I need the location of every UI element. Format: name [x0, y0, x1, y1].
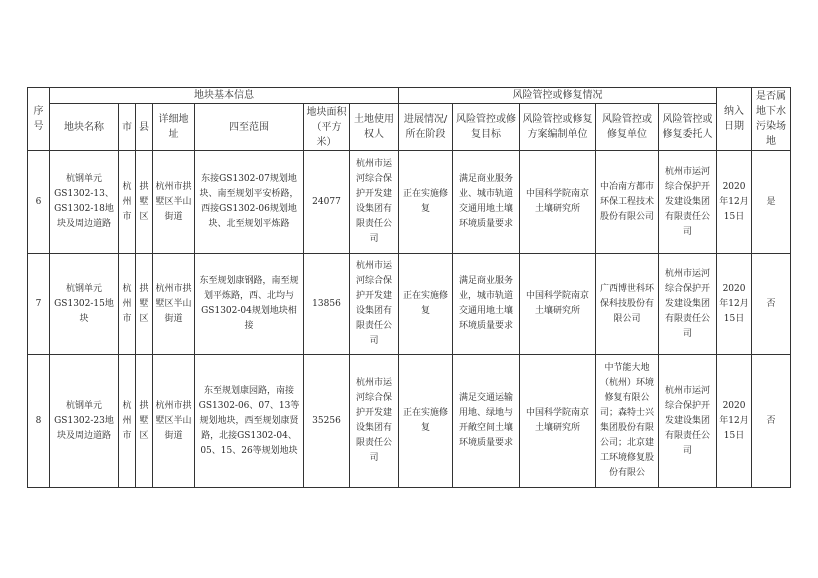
cell-client: 杭州市运河综合保护开发建设集团有限责任公司 — [659, 355, 717, 488]
cell-repair-unit: 广西博世科环保科技股份有限公司 — [596, 254, 659, 355]
table-row — [28, 151, 791, 254]
cell-seq: 7 — [28, 254, 50, 355]
cell-repair-unit: 中冶南方都市环保工程技术股份有限公司 — [596, 151, 659, 254]
cell-owner: 杭州市运河综合保护开发建设集团有限责任公司 — [350, 355, 399, 488]
cell-groundwater: 否 — [752, 254, 791, 355]
header-repair-unit: 风险管控或修复单位 — [596, 104, 659, 151]
contaminated-land-table — [27, 87, 791, 488]
header-city: 市 — [119, 104, 136, 151]
header-date: 纳入日期 — [717, 88, 752, 151]
cell-address: 杭州市拱墅区半山街道 — [153, 254, 195, 355]
header-target: 风险管控或修复目标 — [453, 104, 520, 151]
cell-county: 拱墅区 — [136, 254, 153, 355]
table-row — [28, 254, 791, 355]
cell-seq: 8 — [28, 355, 50, 488]
cell-client: 杭州市运河综合保护开发建设集团有限责任公司 — [659, 151, 717, 254]
header-progress: 进展情况/所在阶段 — [399, 104, 453, 151]
cell-boundary: 东至规划康钢路，南至规划平炼路，西、北均与GS1302-04规划地块相接 — [195, 254, 304, 355]
cell-address: 杭州市拱墅区半山街道 — [153, 151, 195, 254]
header-county: 县 — [136, 104, 153, 151]
cell-address: 杭州市拱墅区半山街道 — [153, 355, 195, 488]
table-row — [28, 355, 791, 488]
cell-city: 杭州市 — [119, 151, 136, 254]
cell-plan-unit: 中国科学院南京土壤研究所 — [520, 254, 596, 355]
cell-progress: 正在实施修复 — [399, 151, 453, 254]
cell-owner: 杭州市运河综合保护开发建设集团有限责任公司 — [350, 254, 399, 355]
cell-groundwater: 是 — [752, 151, 791, 254]
cell-owner: 杭州市运河综合保护开发建设集团有限责任公司 — [350, 151, 399, 254]
cell-city: 杭州市 — [119, 355, 136, 488]
header-groundwater: 是否属地下水污染场地 — [752, 88, 791, 151]
cell-name: 杭钢单元GS1302-15地块 — [50, 254, 119, 355]
cell-county: 拱墅区 — [136, 151, 153, 254]
header-plan-unit: 风险管控或修复方案编制单位 — [520, 104, 596, 151]
cell-name: 杭钢单元GS1302-13、GS1302-18地块及周边道路 — [50, 151, 119, 254]
cell-boundary: 东接GS1302-07规划地块、南至规划平安桥路，西接GS1302-06规划地块、北至规划平炼路 — [195, 151, 304, 254]
header-client: 风险管控或修复委托人 — [659, 104, 717, 151]
cell-groundwater: 否 — [752, 355, 791, 488]
header-seq: 序号 — [28, 88, 50, 151]
cell-date: 2020年12月15日 — [717, 355, 752, 488]
cell-boundary: 东至规划康园路，南接GS1302-06、07、13等规划地块，西至规划康贤路，北接GS1302-04、05、15、26等规划地块 — [195, 355, 304, 488]
cell-county: 拱墅区 — [136, 355, 153, 488]
cell-repair-unit: 中节能大地（杭州）环境修复有限公司；森特士兴集团股份有限公司；北京建工环境修复股份有限公 — [596, 355, 659, 488]
cell-plan-unit: 中国科学院南京土壤研究所 — [520, 355, 596, 488]
cell-target: 满足交通运输用地、绿地与开敞空间土壤环境质量要求 — [453, 355, 520, 488]
header-group-basic-info: 地块基本信息 — [50, 88, 399, 104]
header-address: 详细地址 — [153, 104, 195, 151]
cell-progress: 正在实施修复 — [399, 355, 453, 488]
cell-target: 满足商业服务业、城市轨道交通用地土壤环境质量要求 — [453, 151, 520, 254]
cell-city: 杭州市 — [119, 254, 136, 355]
cell-seq: 6 — [28, 151, 50, 254]
header-area: 地块面积（平方米） — [304, 104, 350, 151]
cell-plan-unit: 中国科学院南京土壤研究所 — [520, 151, 596, 254]
cell-area: 24077 — [304, 151, 350, 254]
cell-date: 2020年12月15日 — [717, 254, 752, 355]
cell-area: 35256 — [304, 355, 350, 488]
cell-client: 杭州市运河综合保护开发建设集团有限责任公司 — [659, 254, 717, 355]
cell-name: 杭钢单元GS1302-23地块及周边道路 — [50, 355, 119, 488]
cell-area: 13856 — [304, 254, 350, 355]
header-owner: 土地使用权人 — [350, 104, 399, 151]
header-boundary: 四至范围 — [195, 104, 304, 151]
cell-date: 2020年12月15日 — [717, 151, 752, 254]
cell-target: 满足商业服务业，城市轨道交通用地土壤环境质量要求 — [453, 254, 520, 355]
header-group-risk-control: 风险管控或修复情况 — [399, 88, 717, 104]
cell-progress: 正在实施修复 — [399, 254, 453, 355]
header-name: 地块名称 — [50, 104, 119, 151]
